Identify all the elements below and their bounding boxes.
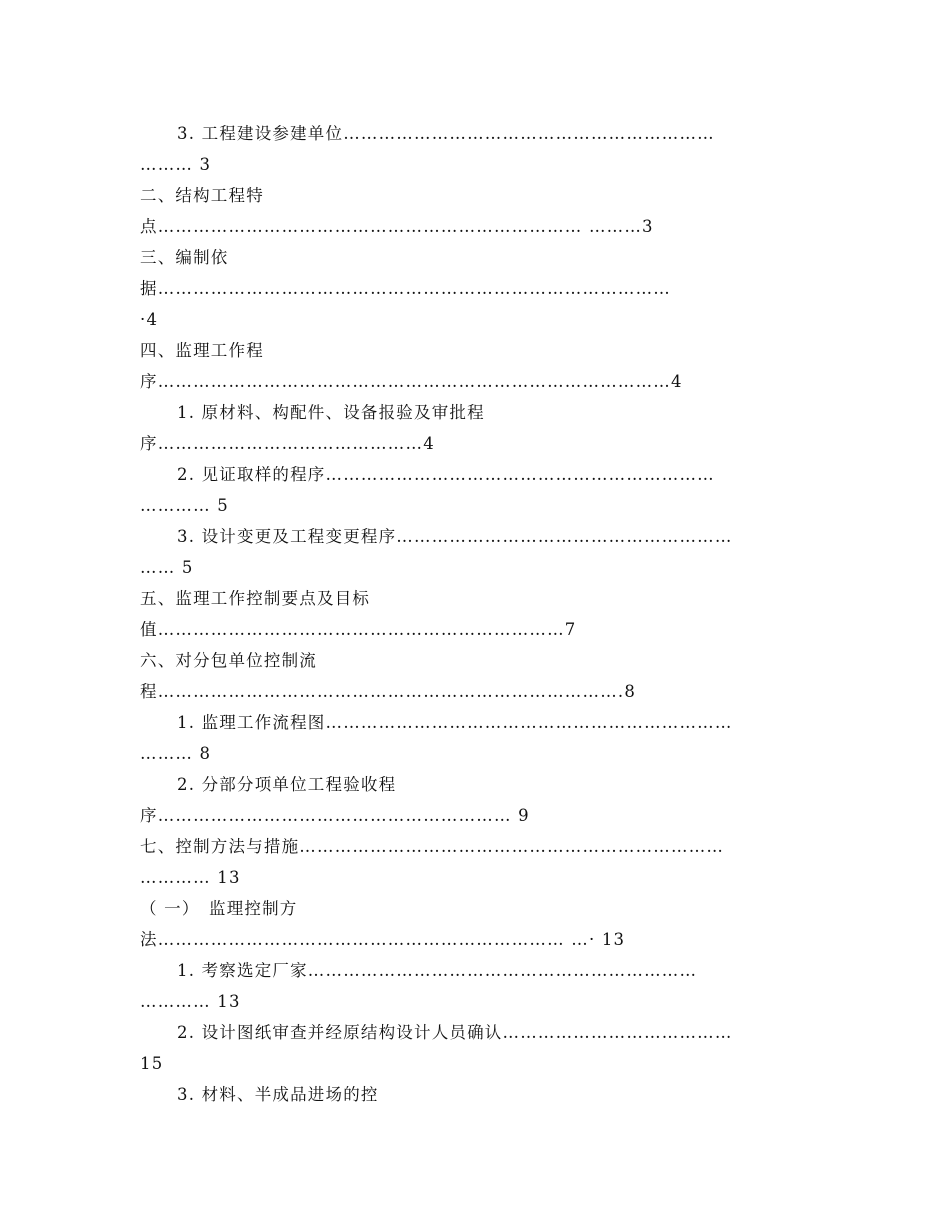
toc-line: 值……………………………………………………………7	[140, 620, 577, 639]
toc-line: 2. 见证取样的程序…………………………………………………………	[177, 465, 715, 484]
toc-line: 序…………………………………………………… 9	[140, 806, 530, 825]
toc-line: 序………………………………………4	[140, 434, 435, 453]
toc-line: 3. 设计变更及工程变更程序…………………………………………………	[177, 527, 733, 546]
toc-line: ……… 3	[140, 155, 212, 174]
toc-line: 3. 材料、半成品进场的控	[177, 1085, 379, 1104]
toc-line: …… 5	[140, 558, 194, 577]
toc-line: 六、对分包单位控制流	[140, 651, 317, 670]
toc-line: 序……………………………………………………………………………4	[140, 372, 683, 391]
toc-line: 二、结构工程特	[140, 186, 264, 205]
toc-line: 1. 监理工作流程图……………………………………………………………	[177, 713, 733, 732]
toc-line: 15	[140, 1054, 164, 1073]
toc-line: 2. 设计图纸审查并经原结构设计人员确认…………………………………	[177, 1023, 733, 1042]
toc-line: ………… 13	[140, 992, 241, 1011]
toc-line: 1. 原材料、构配件、设备报验及审批程	[177, 403, 485, 422]
toc-line: ·4	[140, 310, 159, 329]
toc-line: 法…………………………………………………………… …· 13	[140, 930, 626, 949]
toc-line: 七、控制方法与措施………………………………………………………………	[140, 837, 725, 856]
toc-line: 据……………………………………………………………………………	[140, 279, 671, 298]
toc-line: 3. 工程建设参建单位………………………………………………………	[177, 124, 715, 143]
toc-line: ………… 13	[140, 868, 241, 887]
toc-line: 1. 考察选定厂家…………………………………………………………	[177, 961, 698, 980]
toc-line: 2. 分部分项单位工程验收程	[177, 775, 397, 794]
toc-line: 三、编制依	[140, 248, 229, 267]
toc-line: 点……………………………………………………………… ………3	[140, 217, 654, 236]
toc-line: 程…………………………………………………………………….8	[140, 682, 637, 701]
toc-line: （ 一） 监理控制方	[140, 899, 298, 918]
table-of-contents	[140, 118, 820, 1110]
toc-line: ………… 5	[140, 496, 229, 515]
toc-line: 四、监理工作程	[140, 341, 264, 360]
toc-line: ……… 8	[140, 744, 212, 763]
toc-line: 五、监理工作控制要点及目标	[140, 589, 371, 608]
